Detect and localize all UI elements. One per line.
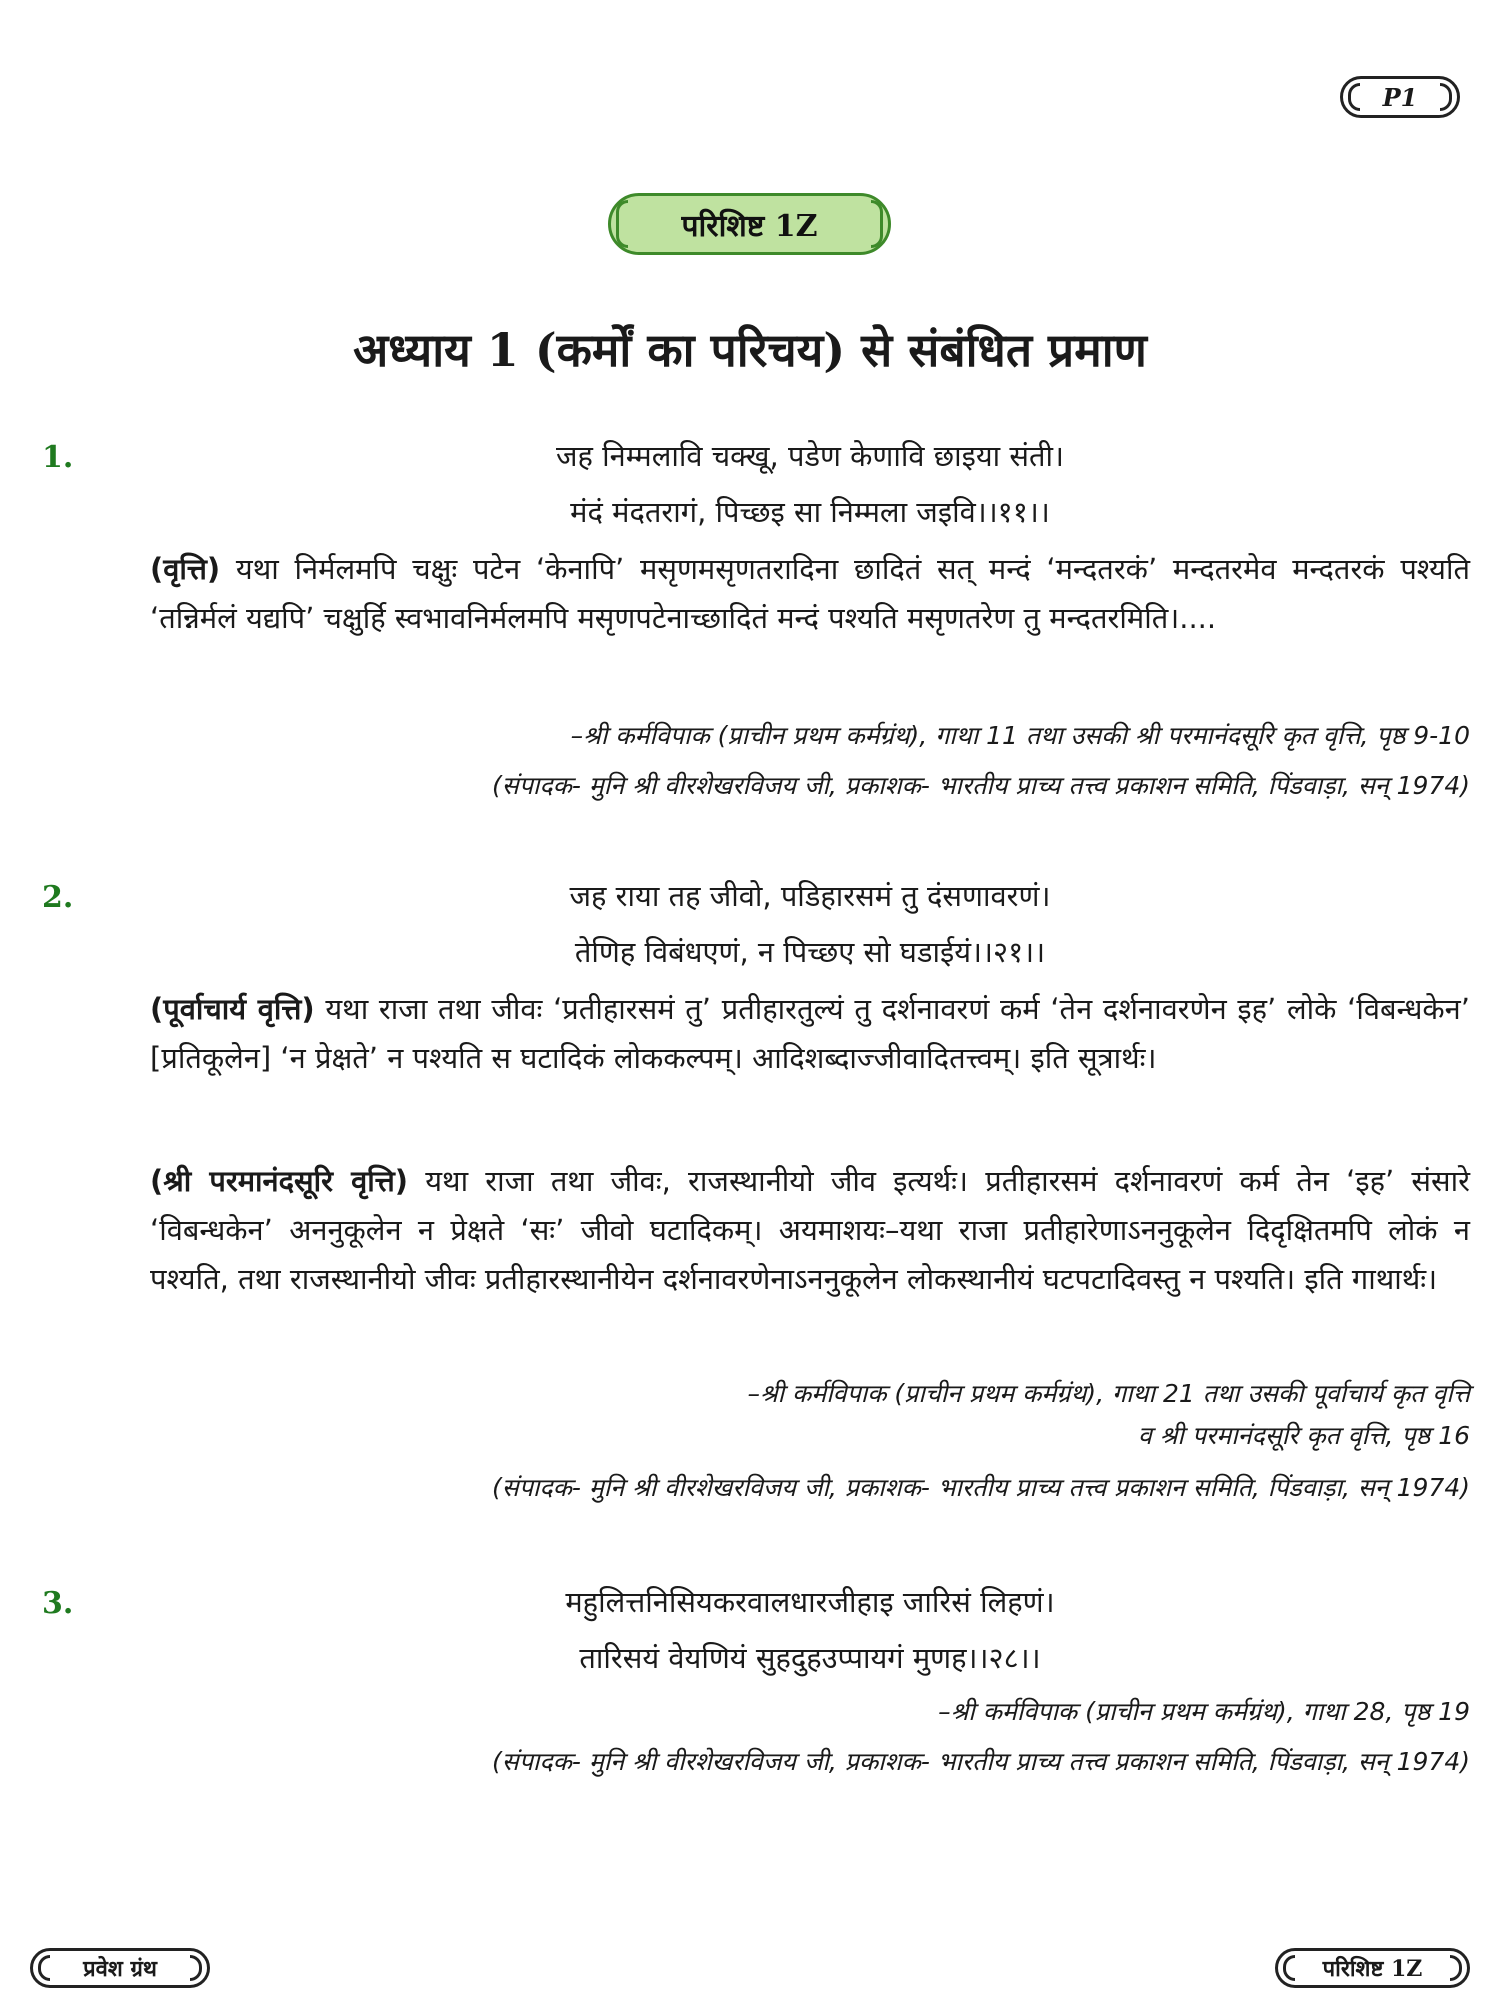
entry-number-1: 1.: [42, 440, 74, 475]
entry-1-citation-line-2: (संपादक- मुनि श्री वीरशेखरविजय जी, प्रकाशक- भारतीय प्राच्य तत्त्व प्रकाशन समिति, पिंडवाड़ा, सन् 1974): [492, 771, 1470, 800]
entry-1-verse-line-2: मंदं मंदतरागं, पिच्छइ सा निम्मला जइवि।।११।।: [570, 495, 1050, 529]
entry-2-citation-line-3: (संपादक- मुनि श्री वीरशेखरविजय जी, प्रकाशक- भारतीय प्राच्य तत्त्व प्रकाशन समिति, पिंडवाड़ा, सन् 1974): [492, 1473, 1470, 1502]
footer-book-badge: [30, 1948, 210, 1988]
page-number-badge: [1340, 76, 1460, 118]
appendix-badge: [608, 193, 891, 255]
page-number: P1: [1382, 82, 1418, 112]
entry-2-commentary-1: [150, 985, 1470, 1083]
entry-2-verse-line-2: तेणिह विबंधएणं, न पिच्छए सो घडाईयं।।२१।।: [574, 935, 1046, 969]
entry-number-3: 3.: [42, 1586, 74, 1621]
footer-book-title: प्रवेश ग्रंथ: [83, 1956, 157, 1982]
entry-3-citation-line-1: –श्री कर्मविपाक (प्राचीन प्रथम कर्मग्रंथ), गाथा 28, पृष्ठ 19: [938, 1697, 1470, 1726]
entry-2-citation-line-1: –श्री कर्मविपाक (प्राचीन प्रथम कर्मग्रंथ), गाथा 21 तथा उसकी पूर्वाचार्य कृत वृत्ति: [747, 1379, 1470, 1408]
commentary-label: (पूर्वाचार्य वृत्ति): [150, 992, 315, 1026]
commentary-label: (श्री परमानंदसूरि वृत्ति): [150, 1164, 409, 1198]
footer-appendix-badge: [1275, 1948, 1470, 1988]
appendix-label: परिशिष्ट 1Z: [681, 208, 818, 244]
entry-3-verse-line-2: तारिसयं वेयणियं सुहदुहउप्पायगं मुणह।।२८।।: [579, 1641, 1041, 1675]
entry-3-verse-line-1: महुलित्तनिसियकरवालधारजीहाइ जारिसं लिहणं।: [565, 1585, 1055, 1619]
chapter-title: अध्याय 1 (कर्मों का परिचय) से संबंधित प्रमाण: [353, 323, 1147, 377]
commentary-text: यथा राजा तथा जीवः, राजस्थानीयो जीव इत्यर्थः। प्रतीहारसमं दर्शनावरणं कर्म तेन ‘इह’ संसारे ‘विबन्धकेन’ अननुकूलेन न प्रेक्षते ‘सः’ जीवो घटादिकम्। अयमाशयः–यथा राजा प्रतीहारेणाऽननुकूलेन दिदृक्षितमपि लोकं न पश्यति, तथा राजस्थानीयो जीवः प्रतीहारस्थानीयेन दर्शनावरणेनाऽननुकूलेन लोकस्थानीयं घटपटादिवस्तु न पश्यति। इति गाथार्थः।: [150, 1164, 1470, 1296]
entry-1-citation-line-1: –श्री कर्मविपाक (प्राचीन प्रथम कर्मग्रंथ), गाथा 11 तथा उसकी श्री परमानंदसूरि कृत वृत्ति, पृष्ठ 9-10: [570, 721, 1470, 750]
entry-3-citation-line-2: (संपादक- मुनि श्री वीरशेखरविजय जी, प्रकाशक- भारतीय प्राच्य तत्त्व प्रकाशन समिति, पिंडवाड़ा, सन् 1974): [492, 1747, 1470, 1776]
entry-1-commentary: [150, 545, 1470, 643]
entry-2-commentary-2: [150, 1157, 1470, 1304]
commentary-text: यथा निर्मलमपि चक्षुः पटेन ‘केनापि’ मसृणमसृणतरादिना छादितं सत् मन्दं ‘मन्दतरकं’ मन्दतरमेव मन्दतरकं पश्यति ‘तन्निर्मलं यद्यपि’ चक्षुर्हि स्वभावनिर्मलमपि मसृणपटेनाच्छादितं मन्दं पश्यति मसृणतरेण तु मन्दतरमिति।....: [150, 552, 1470, 635]
entry-1-verse-line-1: जह निम्मलावि चक्खू, पडेण केणावि छाइया संती।: [555, 439, 1065, 473]
commentary-label: (वृत्ति): [150, 552, 221, 586]
commentary-text: यथा राजा तथा जीवः ‘प्रतीहारसमं तु’ प्रतीहारतुल्यं तु दर्शनावरणं कर्म ‘तेन दर्शनावरणेन इह’ लोके ‘विबन्धकेन’ [प्रतिकूलेन] ‘न प्रेक्षते’ न पश्यति स घटादिकं लोककल्पम्। आदिशब्दाज्जीवादितत्त्वम्। इति सूत्रार्थः।: [150, 992, 1470, 1075]
entry-number-2: 2.: [42, 880, 74, 915]
entry-2-verse-line-1: जह राया तह जीवो, पडिहारसमं तु दंसणावरणं।: [569, 879, 1051, 913]
footer-appendix-label: परिशिष्ट 1Z: [1322, 1956, 1423, 1982]
entry-2-citation-line-2: व श्री परमानंदसूरि कृत वृत्ति, पृष्ठ 16: [1137, 1421, 1470, 1450]
